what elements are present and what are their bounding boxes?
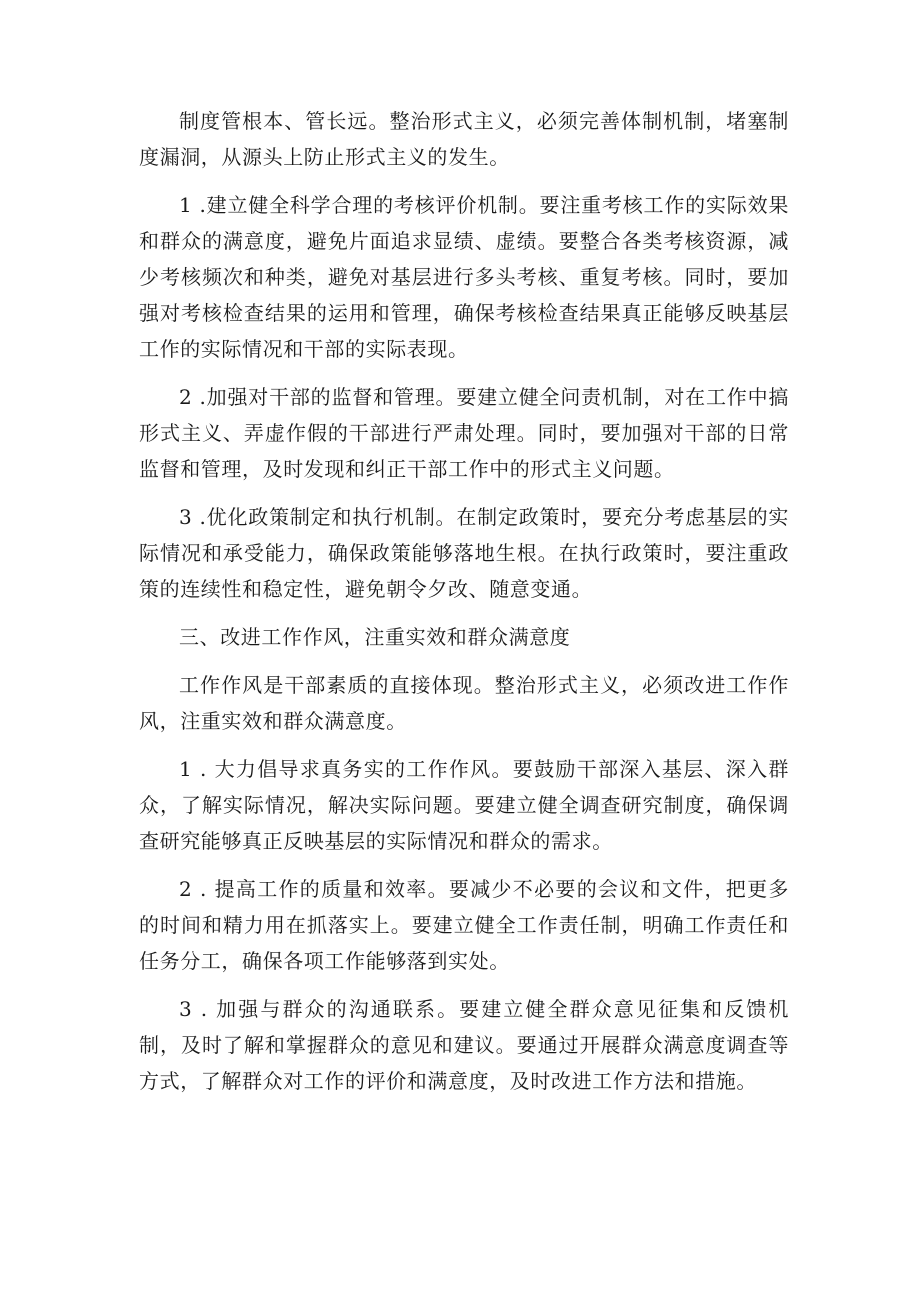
paragraph-item-3-communication: 3 . 加强与群众的沟通联系。要建立健全群众意见征集和反馈机制，及时了解和掌握群众的意见和建议。要通过开展群众满意度调查等方式，了解群众对工作的评价和满意度，及时改进工作方法和措施。	[139, 997, 789, 1093]
paragraph-section-intro: 工作作风是干部素质的直接体现。整治形式主义，必须改进工作作风，注重实效和群众满意度。	[139, 673, 789, 733]
document-body	[139, 103, 789, 1111]
paragraph-item-2-efficiency: 2 . 提高工作的质量和效率。要减少不必要的会议和文件，把更多的时间和精力用在抓落实上。要建立健全工作责任制，明确工作责任和任务分工，确保各项工作能够落到实处。	[139, 877, 789, 973]
paragraph-item-3-policy: 3 .优化政策制定和执行机制。在制定政策时，要充分考虑基层的实际情况和承受能力，确保政策能够落地生根。在执行政策时，要注重政策的连续性和稳定性，避免朝令夕改、随意变通。	[139, 505, 789, 601]
paragraph-item-2-supervision: 2 .加强对干部的监督和管理。要建立健全问责机制，对在工作中搞形式主义、弄虚作假的干部进行严肃处理。同时，要加强对干部的日常监督和管理，及时发现和纠正干部工作中的形式主义问题。	[139, 385, 789, 481]
paragraph-item-1-work-style: 1 . 大力倡导求真务实的工作作风。要鼓励干部深入基层、深入群众，了解实际情况，解决实际问题。要建立健全调查研究制度，确保调查研究能够真正反映基层的实际情况和群众的需求。	[139, 757, 789, 853]
paragraph-intro: 制度管根本、管长远。整治形式主义，必须完善体制机制，堵塞制度漏洞，从源头上防止形式主义的发生。	[139, 109, 789, 169]
paragraph-item-1-assessment: 1 .建立健全科学合理的考核评价机制。要注重考核工作的实际效果和群众的满意度，避免片面追求显绩、虚绩。要整合各类考核资源，减少考核频次和种类，避免对基层进行多头考核、重复考核。同时，要加强对考核检查结果的运用和管理，确保考核检查结果真正能够反映基层工作的实际情况和干部的实际表现。	[139, 193, 789, 361]
section-heading-three: 三、改进工作作风，注重实效和群众满意度	[179, 625, 571, 649]
